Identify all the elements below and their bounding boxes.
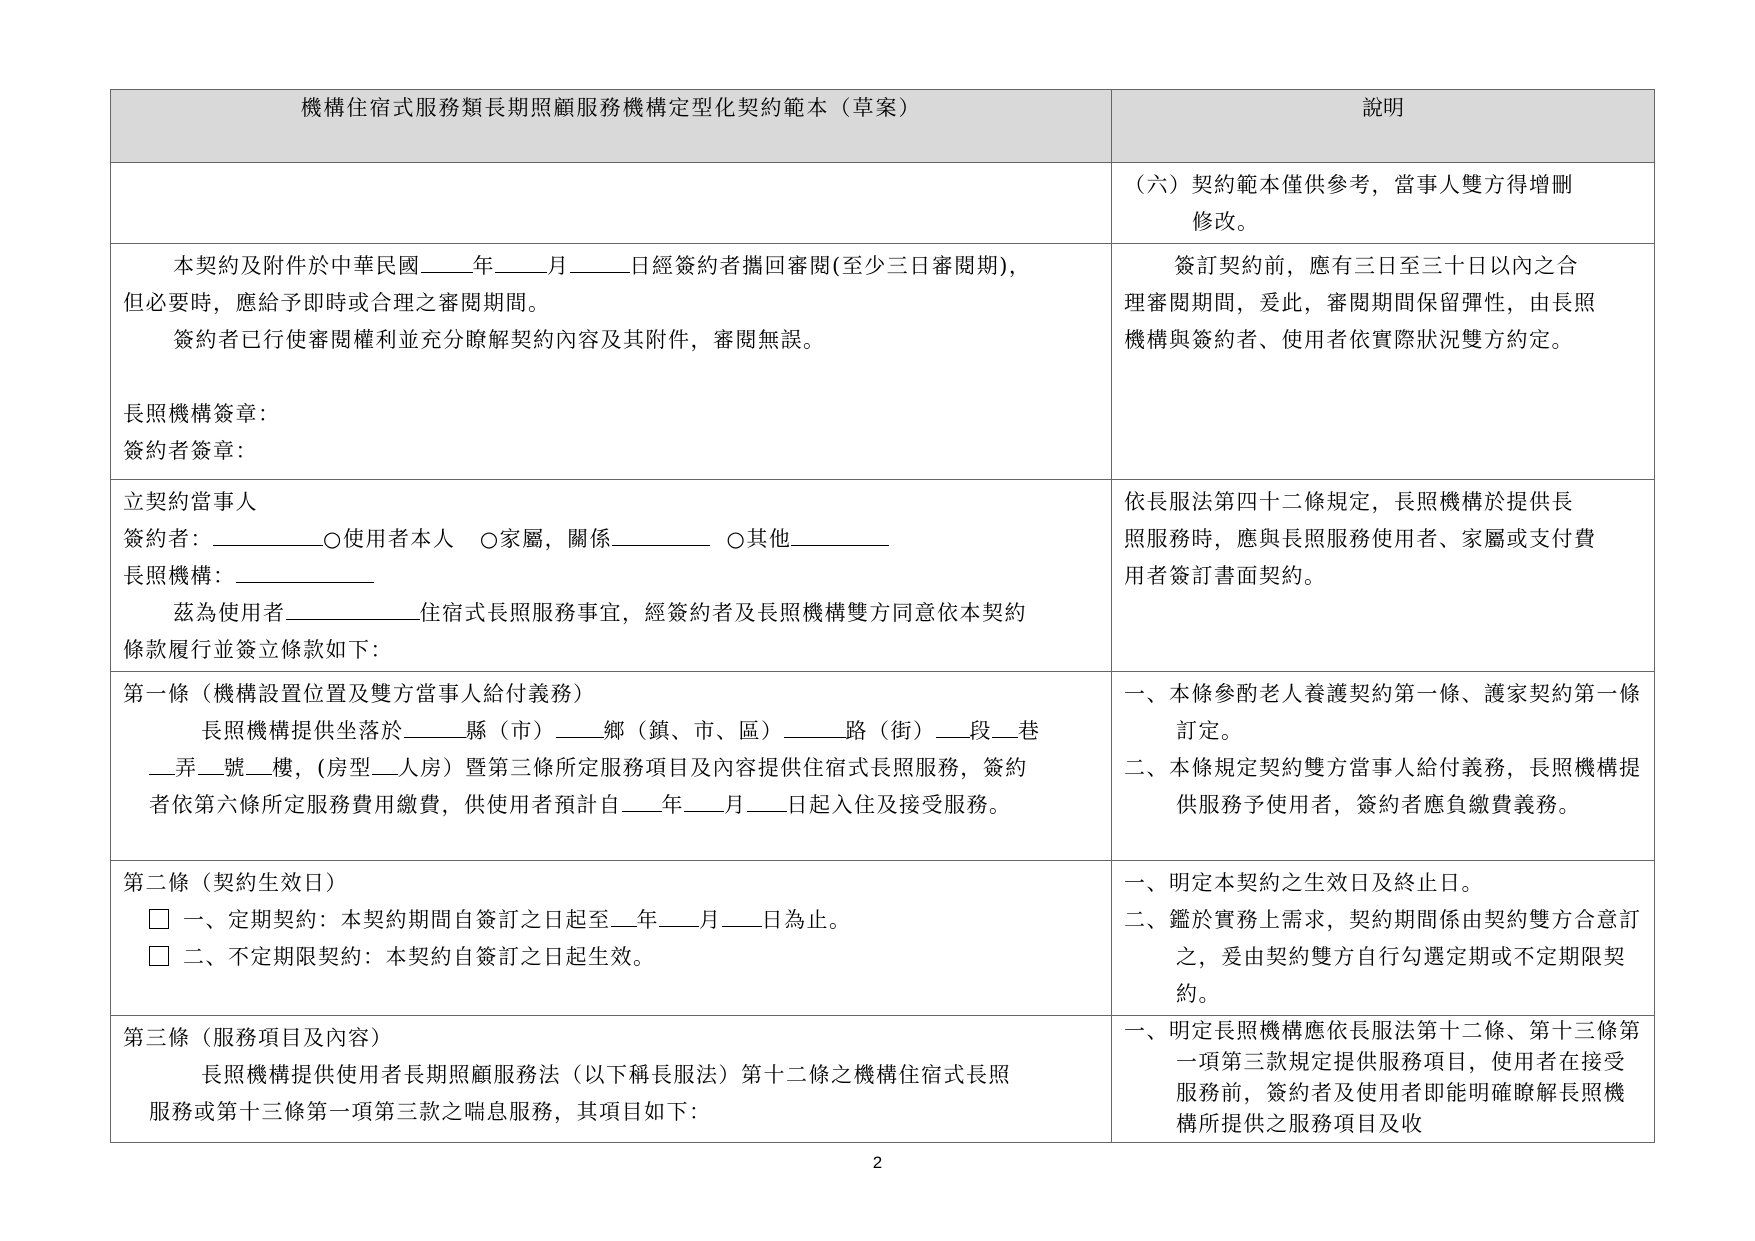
signer-signature-label: 簽約者簽章： bbox=[123, 439, 258, 463]
contract-page bbox=[110, 89, 1654, 1143]
start-month-blank[interactable] bbox=[684, 791, 724, 812]
signer-name-blank[interactable] bbox=[213, 525, 323, 546]
explanation-line: 簽訂契約前，應有三日至三十日以內之合 bbox=[1174, 254, 1579, 278]
intro-line-2: 條款履行並簽立條款如下： bbox=[123, 638, 393, 662]
table-row bbox=[111, 672, 1655, 861]
explanation-line: 依長服法第四十二條規定，長照機構於提供長 bbox=[1124, 490, 1574, 514]
article-2-explanation bbox=[1112, 861, 1655, 1016]
option-other[interactable]: ○其他 bbox=[726, 527, 792, 551]
document-title: 機構住宿式服務類長期照顧服務機構定型化契約範本（草案） bbox=[111, 90, 1112, 163]
option-user-self[interactable]: ○使用者本人 bbox=[323, 527, 456, 551]
article-3 bbox=[111, 1016, 1112, 1143]
article-1-line: 弄 號 樓，(房型 人房）暨第三條所定服務項目及內容提供住宿式長照服務，簽約 bbox=[123, 750, 1099, 787]
year-blank[interactable] bbox=[421, 252, 473, 273]
other-blank[interactable] bbox=[791, 525, 889, 546]
table-row bbox=[111, 861, 1655, 1016]
end-day-blank[interactable] bbox=[722, 906, 762, 927]
org-signature-label: 長照機構簽章： bbox=[123, 402, 281, 426]
floor-blank[interactable] bbox=[246, 754, 272, 775]
article-3-explanation bbox=[1112, 1016, 1655, 1143]
explanation-item: 一、明定長照機構應依長服法第十二條、第十三條第一項第三款規定提供服務項目，使用者在接受服務前，簽約者及使用者即能明確瞭解長照機構所提供之服務項目及收 bbox=[1124, 1019, 1642, 1136]
township-blank[interactable] bbox=[556, 717, 604, 738]
article-2-title: 第二條（契約生效日） bbox=[123, 871, 348, 895]
signer-line: 簽約者： ○使用者本人 ○家屬，關係 ○其他 bbox=[123, 521, 1099, 558]
start-day-blank[interactable] bbox=[747, 791, 787, 812]
explanation-line: 理審閱期間，爰此，審閱期間保留彈性，由長照 bbox=[1124, 291, 1597, 315]
review-clause bbox=[111, 244, 1112, 480]
lane-blank[interactable] bbox=[992, 717, 1018, 738]
contract-table bbox=[110, 89, 1655, 1143]
county-blank[interactable] bbox=[404, 717, 466, 738]
fixed-term-option: 一、定期契約：本契約期間自簽訂之日起至 年 月 日為止。 bbox=[123, 902, 1099, 939]
section-blank[interactable] bbox=[936, 717, 970, 738]
explanation-item: 二、本條規定契約雙方當事人給付義務，長照機構提供服務予使用者，簽約者應負繳費義務。 bbox=[1124, 756, 1642, 817]
intro-line: 茲為使用者 住宿式長照服務事宜，經簽約者及長照機構雙方同意依本契約 bbox=[173, 601, 1027, 625]
explanation-line: 機構與簽約者、使用者依實際狀況雙方約定。 bbox=[1124, 328, 1574, 352]
article-1 bbox=[111, 672, 1112, 861]
explanation-header: 說明 bbox=[1112, 90, 1655, 163]
table-row bbox=[111, 480, 1655, 672]
article-3-line: 長照機構提供使用者長期照顧服務法（以下稱長服法）第十二條之機構住宿式長照 bbox=[201, 1063, 1011, 1087]
org-line: 長照機構： bbox=[123, 558, 1099, 595]
user-name-blank[interactable] bbox=[286, 599, 420, 620]
month-blank[interactable] bbox=[495, 252, 547, 273]
explanation-item: 一、本條參酌老人養護契約第一條、護家契約第一條訂定。 bbox=[1124, 682, 1642, 743]
start-year-blank[interactable] bbox=[622, 791, 662, 812]
alley-blank[interactable] bbox=[149, 754, 175, 775]
explanation-line: 用者簽訂書面契約。 bbox=[1124, 564, 1327, 588]
end-month-blank[interactable] bbox=[659, 906, 699, 927]
article-1-explanation bbox=[1112, 672, 1655, 861]
explanation-line: （六）契約範本僅供參考，當事人雙方得增刪 bbox=[1124, 173, 1574, 197]
header-row bbox=[111, 90, 1655, 163]
page-number: 2 bbox=[872, 1153, 883, 1172]
parties-explanation bbox=[1112, 480, 1655, 672]
explanation-item: 二、鑑於實務上需求，契約期間係由契約雙方合意訂之，爰由契約雙方自行勾選定期或不定期限契約。 bbox=[1124, 908, 1642, 1006]
explanation-item: 一、明定本契約之生效日及終止日。 bbox=[1124, 871, 1484, 895]
parties-clause bbox=[111, 480, 1112, 672]
end-year-blank[interactable] bbox=[611, 906, 637, 927]
row1-explanation bbox=[1112, 163, 1655, 244]
article-1-line: 長照機構提供坐落於 縣（市） 鄉（鎮、市、區） 路（街） 段 巷 bbox=[201, 719, 1041, 743]
row1-left bbox=[111, 163, 1112, 244]
option-family[interactable]: ○家屬，關係 bbox=[479, 527, 613, 551]
parties-heading: 立契約當事人 bbox=[123, 490, 258, 514]
article-1-line: 者依第六條所定服務費用繳費，供使用者預計自 年 月 日起入住及接受服務。 bbox=[149, 793, 1012, 817]
review-line-1: 本契約及附件於中華民國 年 月 日經簽約者攜回審閱(至少三日審閱期)， bbox=[173, 254, 1032, 278]
explanation-line: 照服務時，應與長照服務使用者、家屬或支付費 bbox=[1124, 527, 1597, 551]
article-3-line: 服務或第十三條第一項第三款之喘息服務，其項目如下： bbox=[149, 1100, 712, 1124]
room-type-blank[interactable] bbox=[372, 754, 398, 775]
fixed-term-checkbox[interactable] bbox=[149, 909, 169, 929]
org-name-blank[interactable] bbox=[236, 562, 374, 583]
indefinite-term-checkbox[interactable] bbox=[149, 946, 169, 966]
review-line-2: 但必要時，應給予即時或合理之審閱期間。 bbox=[123, 291, 551, 315]
table-row bbox=[111, 163, 1655, 244]
relation-blank[interactable] bbox=[612, 525, 710, 546]
article-3-title: 第三條（服務項目及內容） bbox=[123, 1026, 393, 1050]
article-1-title: 第一條（機構設置位置及雙方當事人給付義務） bbox=[123, 682, 596, 706]
review-explanation bbox=[1112, 244, 1655, 480]
day-blank[interactable] bbox=[570, 252, 630, 273]
indefinite-term-option: 二、不定期限契約：本契約自簽訂之日起生效。 bbox=[123, 939, 1099, 976]
number-blank[interactable] bbox=[198, 754, 224, 775]
table-row bbox=[111, 1016, 1655, 1143]
explanation-line: 修改。 bbox=[1192, 210, 1260, 234]
review-line-3: 簽約者已行使審閱權利並充分瞭解契約內容及其附件，審閱無誤。 bbox=[173, 328, 826, 352]
road-blank[interactable] bbox=[784, 717, 846, 738]
table-row bbox=[111, 244, 1655, 480]
article-2 bbox=[111, 861, 1112, 1016]
